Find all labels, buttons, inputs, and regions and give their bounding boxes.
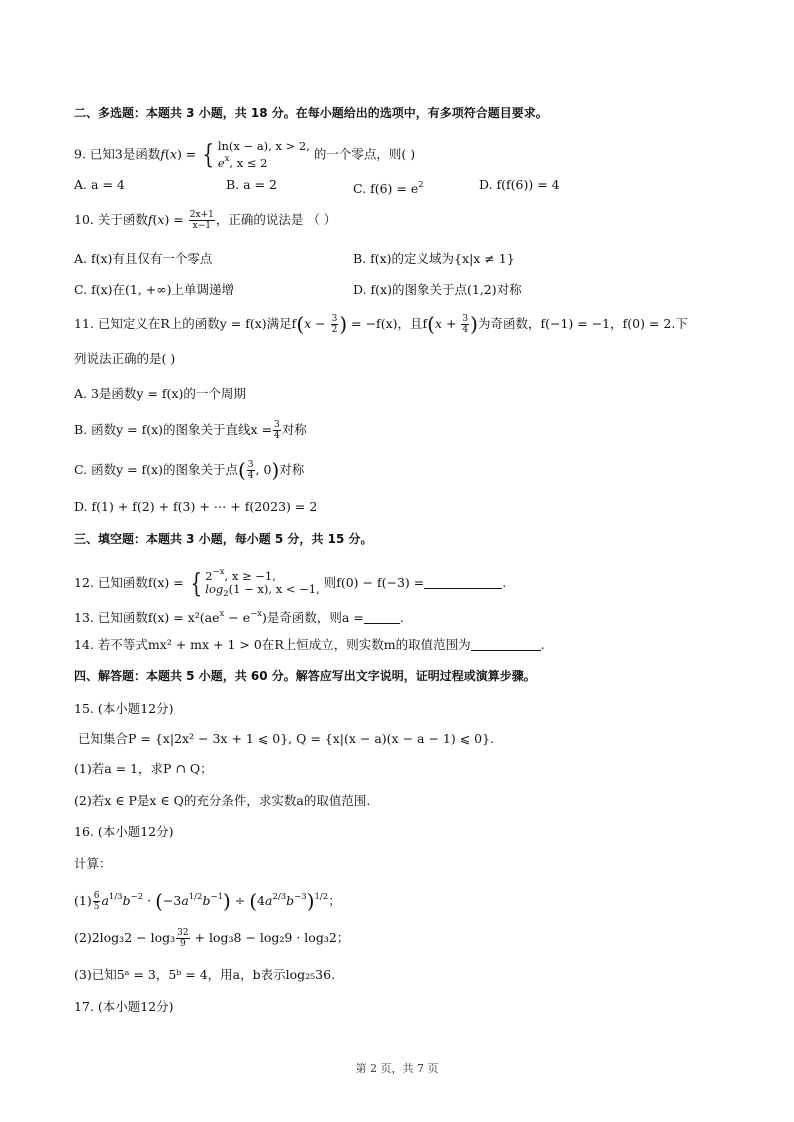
q10-option-d: D. f(x)的图象关于点(1,2)对称 <box>353 282 522 297</box>
q10-option-b: B. f(x)的定义域为{x|x ≠ 1} <box>353 251 515 266</box>
question-13: 13. 已知函数$f(x) = x^2(ae^x - e^{-x})$是奇函数，则a = . <box>74 609 404 625</box>
q9-option-b: B. a = 2 <box>226 177 277 192</box>
q9-option-d: D. f(f(6)) = 4 <box>479 177 560 192</box>
question-12: 12. 已知函数f(x) = { $2^{-x}$, x ≥ −1, $\log_2(1 - x)$, x < −1, 则f(0) − f(−3) = . <box>74 567 507 599</box>
question-16-part-3: (3)已知5ᵃ = 3，5ᵇ = 4，用a，b表示log₂₅36. <box>74 967 336 982</box>
section-3-heading: 三、填空题：本题共 3 小题，每小题 5 分，共 15 分。 <box>74 532 373 546</box>
section-4-heading: 四、解答题：本题共 5 小题，共 60 分。解答应写出文字说明，证明过程或演算步骤。 <box>74 669 536 683</box>
question-10: 10. 关于函数f(x) = $\frac{2x+1}{x-1}$ ，正确的说法是 （ ） <box>74 210 337 231</box>
question-11: 11. 已知定义在R上的函数y = f(x)满足f(x − $\frac{3}{2}$ ) = −f(x)，且f(x + $\frac{3}{4}$ )为奇函数，f(−1) = −1，f(0) = 2.下 <box>74 312 688 336</box>
answer-blank[interactable] <box>364 611 400 624</box>
q11-option-d: D. f(1) + f(2) + f(3) + ⋯ + f(2023) = 2 <box>74 499 318 514</box>
question-16-calc: 计算： <box>74 856 112 871</box>
q10-option-a: A. f(x)有且仅有一个零点 <box>74 251 213 266</box>
q11-option-b: B. 函数y = f(x)的图象关于直线x = $\frac{3}{4}$ 对称 <box>74 420 307 441</box>
question-16-part-2: (2)2log₃2 − log₃ $\frac{32}{9}$ + log₃8 − log₂9 · log₃2； <box>74 928 350 949</box>
q11-option-c: C. 函数y = f(x)的图象关于点( $\frac{3}{4}$ , 0)对称 <box>74 458 305 482</box>
piecewise-function: { ln(x − a), x > 2, $e^x$, x ≤ 2 <box>202 139 310 170</box>
answer-blank[interactable] <box>471 638 541 651</box>
q10-option-c: C. f(x)在(1, +∞)上单调递增 <box>74 282 235 297</box>
page-footer: 第 2 页，共 7 页 <box>355 1062 439 1075</box>
q9-option-c: C. $f(6) = e^2$ <box>353 180 424 196</box>
question-9: 9. 已知3是函数f(x) = { ln(x − a), x > 2, $e^x$, x ≤ 2 的一个零点，则( ) <box>74 139 416 170</box>
question-14: 14. 若不等式mx² + mx + 1 > 0在R上恒成立，则实数m的取值范围为 . <box>74 637 545 652</box>
question-15-part-1: (1)若a = 1，求P ∩ Q； <box>74 761 213 776</box>
answer-blank[interactable] <box>424 576 502 589</box>
question-17-title: 17. (本小题12分) <box>74 999 174 1014</box>
section-2-heading: 二、多选题：本题共 3 小题，共 18 分。在每小题给出的选项中，有多项符合题目要求。 <box>74 106 548 120</box>
question-15-text: 已知集合P = {x|2x² − 3x + 1 ⩽ 0}, Q = {x|(x − a)(x − a − 1) ⩽ 0}. <box>78 731 495 746</box>
q11-option-a: A. 3是函数y = f(x)的一个周期 <box>74 386 246 401</box>
question-16-part-1: (1) $\frac{6}{5}$ $a^{1/3}b^{-2} \cdot (-3a^{1/2}b^{-1}) \div (4a^{2/3}b^{-3})^{1/2}$； <box>74 889 341 913</box>
question-16-title: 16. (本小题12分) <box>74 824 174 839</box>
piecewise-function: { $2^{-x}$, x ≥ −1, $\log_2(1 - x)$, x < −1, <box>190 567 320 599</box>
question-11-line-2: 列说法正确的是( ) <box>74 351 176 366</box>
q9-option-a: A. a = 4 <box>74 177 125 192</box>
question-15-title: 15. (本小题12分) <box>74 701 174 716</box>
question-15-part-2: (2)若x ∈ P是x ∈ Q的充分条件，求实数a的取值范围. <box>74 793 371 808</box>
